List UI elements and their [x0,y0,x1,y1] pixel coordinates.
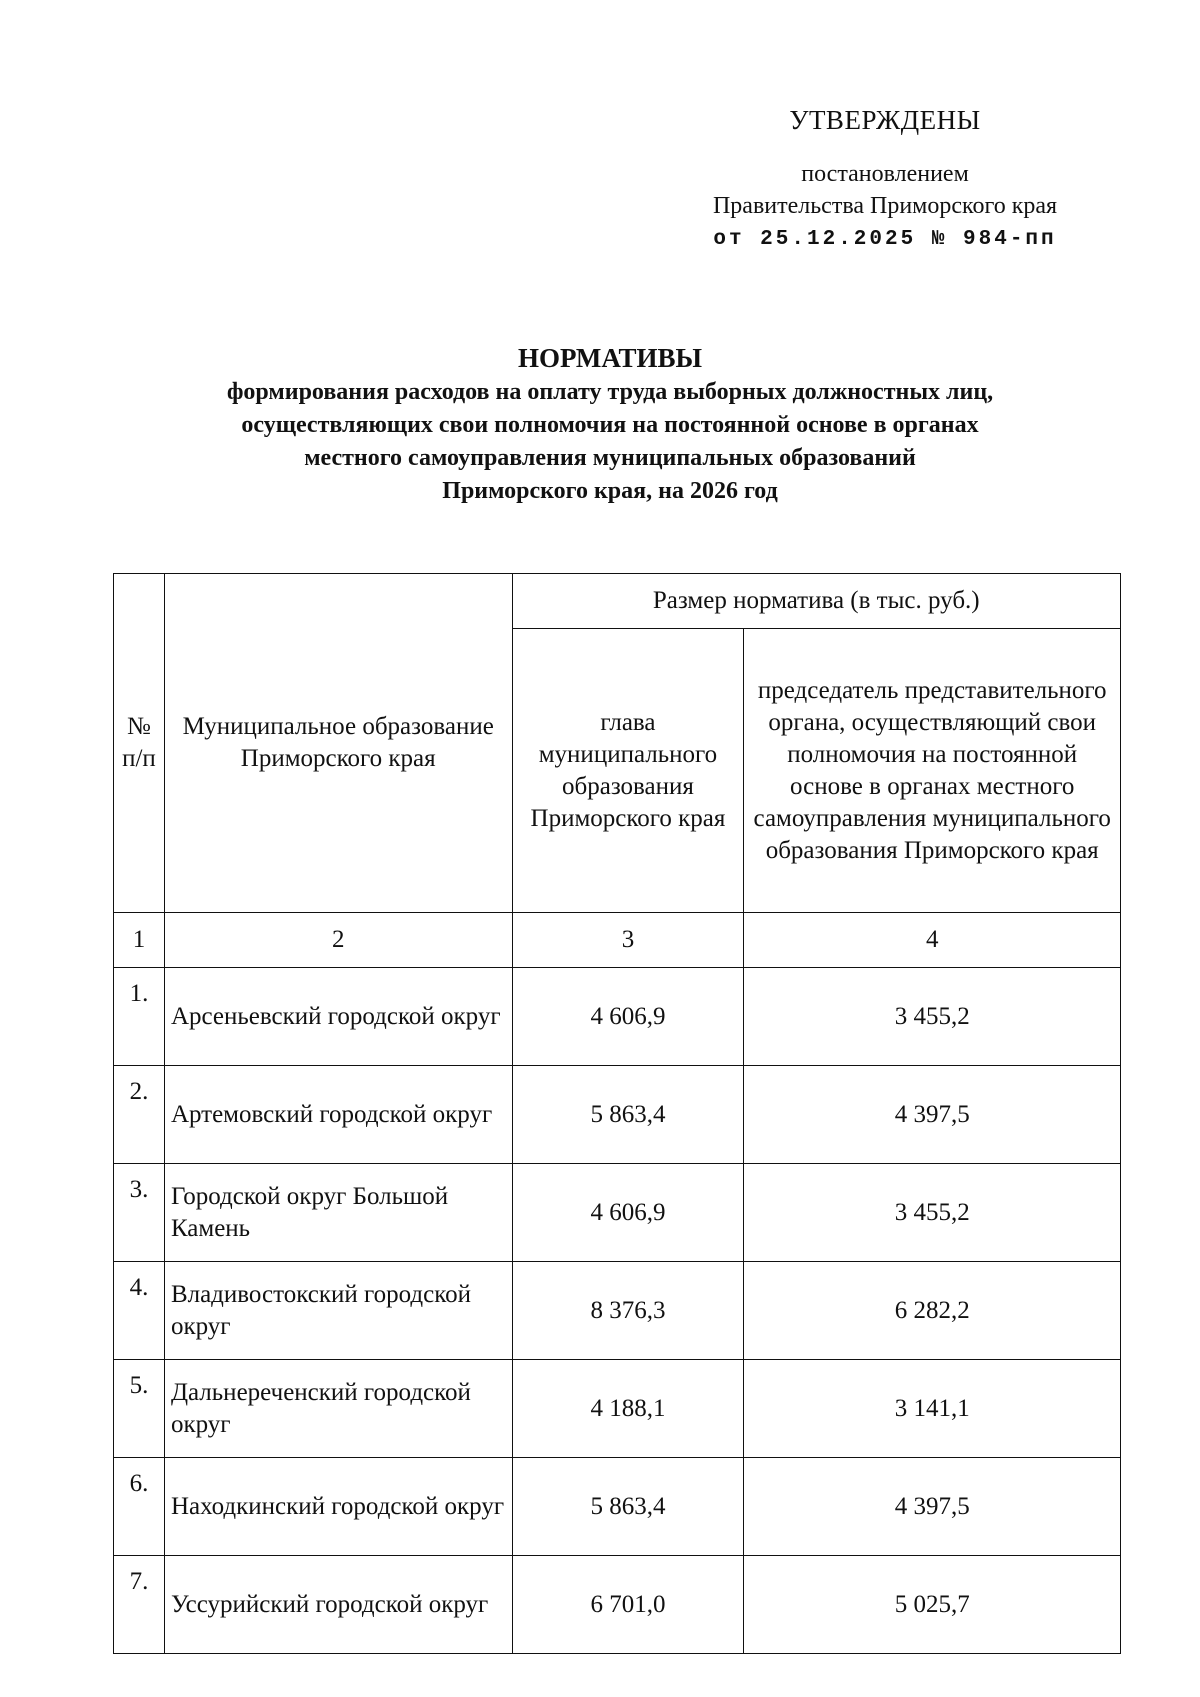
row-municipality: Артемовский городской округ [164,1066,512,1164]
document-heading [110,340,1110,508]
column-number: 2 [164,913,512,968]
row-number: 3. [114,1164,165,1262]
row-municipality: Дальнереченский городской округ [164,1360,512,1458]
column-number: 1 [114,913,165,968]
row-chair-value: 5 025,7 [744,1556,1121,1654]
approval-number: от 25.12.2025 № 984-пп [713,228,1057,251]
row-head-value: 8 376,3 [512,1262,744,1360]
row-chair-value: 3 455,2 [744,968,1121,1066]
column-number: 3 [512,913,744,968]
row-chair-value: 3 455,2 [744,1164,1121,1262]
row-head-value: 5 863,4 [512,1458,744,1556]
row-municipality: Городской округ Большой Камень [164,1164,512,1262]
row-number: 1. [114,968,165,1066]
column-number: 4 [744,913,1121,968]
column-numbers-row [114,913,1121,968]
header-municipality: Муниципальное образование Приморского края [164,574,512,913]
row-head-value: 5 863,4 [512,1066,744,1164]
table-row [114,1360,1121,1458]
row-municipality: Уссурийский городской округ [164,1556,512,1654]
row-number: 2. [114,1066,165,1164]
approval-stamp [665,105,1105,251]
header-chair: председатель представительного органа, осуществляющий свои полномочия на постоянной основе в органах местного самоуправления муниципального образования Приморского края [744,629,1121,913]
row-municipality: Находкинский городской округ [164,1458,512,1556]
heading-line: местного самоуправления муниципальных образований [304,445,916,471]
row-chair-value: 6 282,2 [744,1262,1121,1360]
row-head-value: 6 701,0 [512,1556,744,1654]
heading-line: формирования расходов на оплату труда выборных должностных лиц, [226,379,994,405]
header-norm-size: Размер норматива (в тыс. руб.) [512,574,1121,629]
heading-line: Приморского края, на 2026 год [442,478,778,504]
norms-table [113,573,1121,1654]
document-title: НОРМАТИВЫ [517,343,703,373]
row-head-value: 4 606,9 [512,968,744,1066]
row-number: 6. [114,1458,165,1556]
row-municipality: Арсеньевский городской округ [164,968,512,1066]
row-number: 5. [114,1360,165,1458]
table-row [114,1556,1121,1654]
table-row [114,1164,1121,1262]
row-municipality: Владивостокский городской округ [164,1262,512,1360]
heading-line: осуществляющих свои полномочия на постоянной основе в органах [241,412,979,438]
row-chair-value: 4 397,5 [744,1066,1121,1164]
header-head: глава муниципального образования Приморского края [512,629,744,913]
table-row [114,1066,1121,1164]
row-chair-value: 3 141,1 [744,1360,1121,1458]
approval-line-government: Правительства Приморского края [712,193,1058,219]
row-number: 4. [114,1262,165,1360]
row-head-value: 4 188,1 [512,1360,744,1458]
table-row [114,1458,1121,1556]
row-chair-value: 4 397,5 [744,1458,1121,1556]
header-no: № п/п [114,574,165,913]
row-head-value: 4 606,9 [512,1164,744,1262]
table-row [114,968,1121,1066]
row-number: 7. [114,1556,165,1654]
approval-title: УТВЕРЖДЕНЫ [789,105,981,135]
approval-line-resolution: постановлением [801,161,969,187]
table-row [114,1262,1121,1360]
